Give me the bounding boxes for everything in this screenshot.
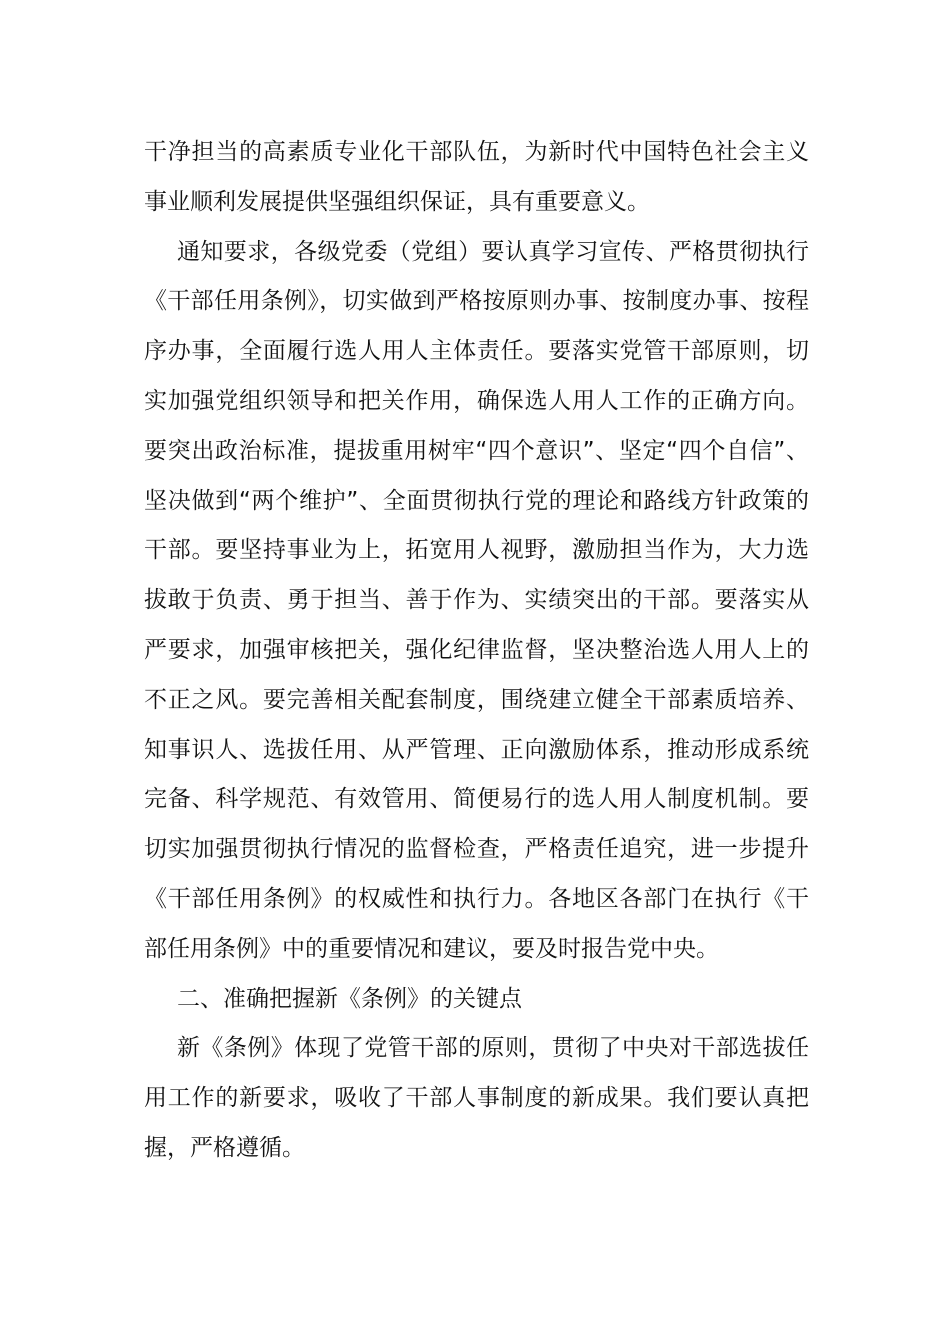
section-heading-2: 二、准确把握新《条例》的关键点 <box>177 985 522 1012</box>
paragraph-notice-requirements: 通知要求，各级党委（党组）要认真学习宣传、严格贯彻执行《干部任用条例》，切实做到严格按原则办事、按制度办事、按程序办事，全面履行选人用人主体责任。要落实党管干部原则，切实加强党组织领导和把关作用，确保选人用人工作的正确方向。要突出政治标准，提拔重用树牢“四个意识”、坚定“四个自信”、坚决做到“两个维护”、全面贯彻执行党的理论和路线方针政策的干部。要坚持事业为上，拓宽用人视野，激励担当作为，大力选拔敢于负责、勇于担当、善于作为、实绩突出的干部。要落实从严要求，加强审核把关，强化纪律监督，坚决整治选人用人上的不正之风。要完善相关配套制度，围绕建立健全干部素质培养、知事识人、选拔任用、从严管理、正向激励体系，推动形成系统完备、科学规范、有效管用、简便易行的选人用人制度机制。要切实加强贯彻执行情况的监督检查，严格责任追究，进一步提升《干部任用条例》的权威性和执行力。各地区各部门在执行《干部任用条例》中的重要情况和建议，要及时报告党中央。 <box>144 238 809 962</box>
document-body <box>144 128 809 1174</box>
paragraph-new-regulation: 新《条例》体现了党管干部的原则，贯彻了中央对干部选拔任用工作的新要求，吸收了干部人事制度的新成果。我们要认真把握，严格遵循。 <box>144 1035 809 1161</box>
paragraph-continuation: 干净担当的高素质专业化干部队伍，为新时代中国特色社会主义事业顺利发展提供坚强组织保证，具有重要意义。 <box>144 139 809 215</box>
